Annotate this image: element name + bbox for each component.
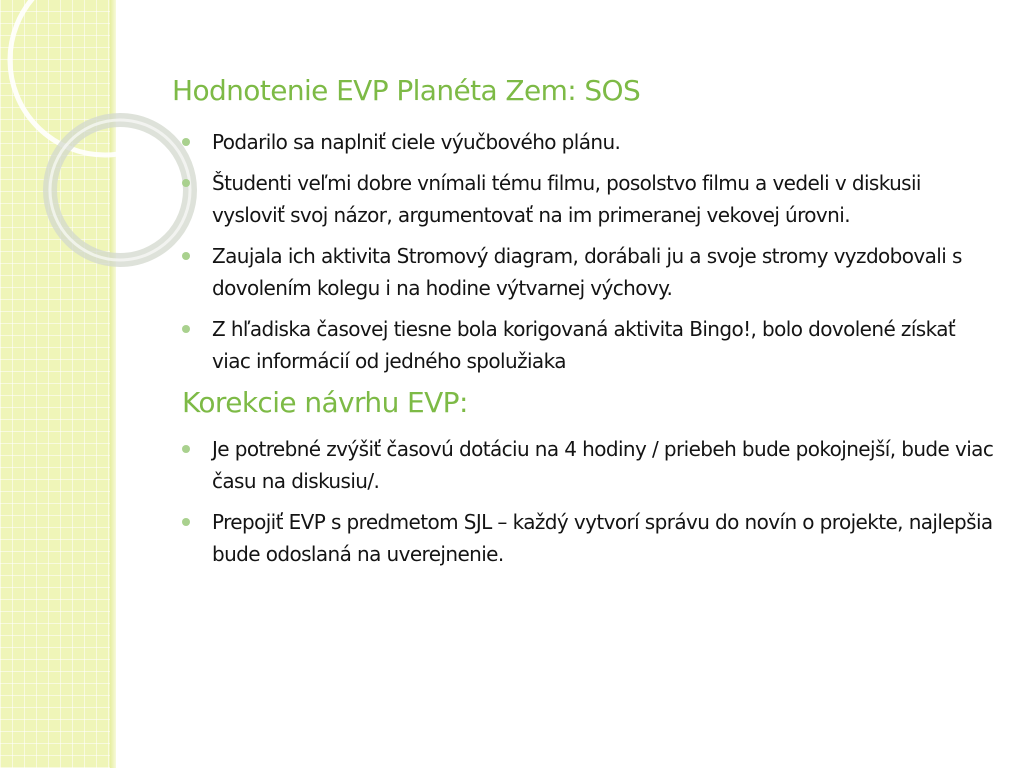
bullet-icon (182, 179, 190, 187)
bullet-icon (182, 518, 190, 526)
bullet-icon (182, 138, 190, 146)
list-item-text: Študenti veľmi dobre vnímali tému filmu, posolstvo filmu a vedeli v diskusii vysloviť svoj názor, argumentovať na im primeranej vekovej úrovni. (212, 171, 921, 227)
slide-content (182, 126, 997, 579)
list-item (182, 433, 997, 497)
bullet-icon (182, 445, 190, 453)
decorative-circles (0, 0, 200, 320)
list-item (182, 506, 997, 570)
bullet-icon (182, 325, 190, 333)
list-item (182, 126, 997, 158)
list-item-text: Je potrebné zvýšiť časovú dotáciu na 4 hodiny / priebeh bude pokojnejší, bude viac času na diskusiu/. (212, 437, 994, 493)
list-item-text: Prepojiť EVP s predmetom SJL – každý vytvorí správu do novín o projekte, najlepšia bude odoslaná na uverejnenie. (212, 510, 993, 566)
list-item-text: Podarilo sa naplniť ciele výučbového plánu. (212, 130, 621, 154)
list-item (182, 313, 997, 377)
list-item-text: Z hľadiska časovej tiesne bola korigovaná aktivita Bingo!, bolo dovolené získať viac informácií od jedného spolužiaka (212, 317, 956, 373)
corrections-heading: Korekcie návrhu EVP: (182, 386, 468, 419)
corrections-list (182, 433, 997, 570)
slide-title: Hodnotenie EVP Planéta Zem: SOS (172, 74, 641, 107)
list-item (182, 240, 997, 304)
list-item (182, 167, 997, 231)
bullet-icon (182, 252, 190, 260)
evaluation-list (182, 126, 997, 377)
list-item-text: Zaujala ich aktivita Stromový diagram, dorábali ju a svoje stromy vyzdobovali s dovolením kolegu i na hodine výtvarnej výchovy. (212, 244, 962, 300)
